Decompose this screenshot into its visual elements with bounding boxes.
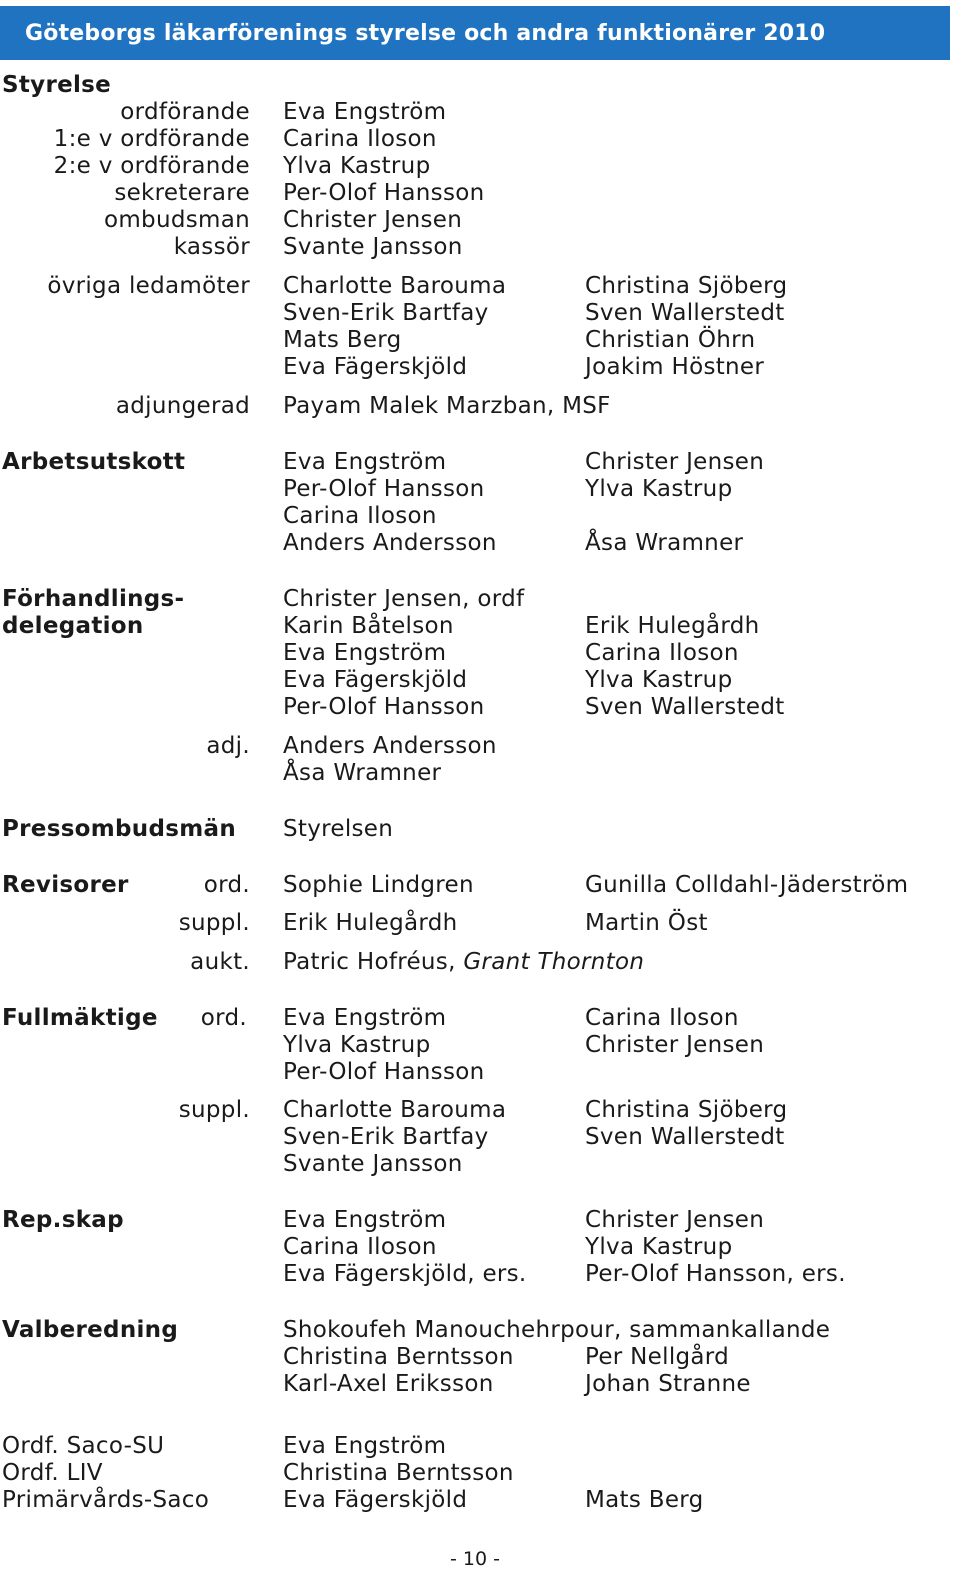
member-name: Eva Fägerskjöld xyxy=(283,1487,468,1513)
member-name: Sven Wallerstedt xyxy=(585,300,785,326)
section-heading-delegation: delegation xyxy=(2,613,144,639)
aukt-line xyxy=(283,949,644,976)
role-name: Per-Olof Hansson xyxy=(283,180,485,206)
member-name: Per-Olof Hansson xyxy=(283,476,485,502)
member-name: Christer Jensen xyxy=(585,449,765,475)
section-heading-forhandlings: Förhandlings- xyxy=(2,586,185,612)
member-name: Charlotte Barouma xyxy=(283,273,507,299)
adjungerad-label: adjungerad xyxy=(115,393,250,419)
title-banner xyxy=(0,6,950,60)
member-name: Mats Berg xyxy=(283,327,402,353)
member-name: Christina Sjöberg xyxy=(585,1097,788,1123)
role-name: Christer Jensen xyxy=(283,207,463,233)
member-name: Eva Engström xyxy=(283,449,447,475)
ord-label: ord. xyxy=(200,1005,247,1031)
section-heading-repskap: Rep.skap xyxy=(2,1207,124,1233)
member-name: Carina Iloson xyxy=(283,1234,437,1260)
member-name: Ylva Kastrup xyxy=(283,1032,431,1058)
member-name: Åsa Wramner xyxy=(585,530,744,556)
member-name: Ylva Kastrup xyxy=(585,1234,733,1260)
member-name: Johan Stranne xyxy=(585,1371,751,1397)
member-name: Carina Iloson xyxy=(585,640,739,666)
member-name: Charlotte Barouma xyxy=(283,1097,507,1123)
member-name: Carina Iloson xyxy=(283,503,437,529)
member-name: Per-Olof Hansson xyxy=(283,1059,485,1085)
role-label: sekreterare xyxy=(114,180,250,206)
member-name: Erik Hulegårdh xyxy=(283,910,458,936)
member-name: Ylva Kastrup xyxy=(585,476,733,502)
member-name: Christina Berntsson xyxy=(283,1460,514,1486)
member-name: Eva Engström xyxy=(283,1433,447,1459)
role-name: Ylva Kastrup xyxy=(283,153,431,179)
pressombudsman-value: Styrelsen xyxy=(283,816,394,842)
member-name: Erik Hulegårdh xyxy=(585,613,760,639)
member-name: Eva Fägerskjöld xyxy=(283,354,468,380)
adjungerad-name: Payam Malek Marzban, MSF xyxy=(283,393,611,419)
member-name: Christer Jensen xyxy=(585,1032,765,1058)
member-name: Gunilla Colldahl-Jäderström xyxy=(585,872,909,898)
member-name: Sven Wallerstedt xyxy=(585,1124,785,1150)
member-name: Sven-Erik Bartfay xyxy=(283,300,489,326)
ord-label: ord. xyxy=(203,872,250,898)
member-name: Eva Engström xyxy=(283,1005,447,1031)
member-name: Karl-Axel Eriksson xyxy=(283,1371,494,1397)
role-name: Carina Iloson xyxy=(283,126,437,152)
member-name: Christian Öhrn xyxy=(585,327,756,353)
member-name: Christer Jensen xyxy=(585,1207,765,1233)
member-name: Åsa Wramner xyxy=(283,760,442,786)
member-name: Carina Iloson xyxy=(585,1005,739,1031)
member-name: Christer Jensen, ordf xyxy=(283,586,525,612)
member-name: Sven Wallerstedt xyxy=(585,694,785,720)
role-name: Svante Jansson xyxy=(283,234,463,260)
role-label: 1:e v ordförande xyxy=(53,126,250,152)
member-name: Eva Fägerskjöld xyxy=(283,667,468,693)
suppl-label: suppl. xyxy=(178,910,250,936)
role-label: ordförande xyxy=(120,99,250,125)
member-name: Joakim Höstner xyxy=(585,354,765,380)
section-heading-revisorer: Revisorer xyxy=(2,872,129,898)
section-heading-pressombudsman: Pressombudsmän xyxy=(2,816,236,842)
page-number: - 10 - xyxy=(450,1548,500,1570)
ordf-label: Ordf. Saco-SU xyxy=(2,1433,165,1459)
role-label: ombudsman xyxy=(103,207,250,233)
member-name: Per Nellgård xyxy=(585,1344,730,1370)
member-name: Per-Olof Hansson, ers. xyxy=(585,1261,846,1287)
member-name: Karin Båtelson xyxy=(283,613,454,639)
ovriga-label: övriga ledamöter xyxy=(47,273,250,299)
member-name: Svante Jansson xyxy=(283,1151,463,1177)
member-name: Mats Berg xyxy=(585,1487,704,1513)
member-name: Christina Berntsson xyxy=(283,1344,514,1370)
role-label: 2:e v ordförande xyxy=(53,153,250,179)
member-name: Anders Andersson xyxy=(283,530,497,556)
page-title: Göteborgs läkarförenings styrelse och andra funktionärer 2010 xyxy=(25,21,826,46)
aukt-name: Patric Hofréus, xyxy=(283,949,456,975)
member-name: Christina Sjöberg xyxy=(585,273,788,299)
adj-label: adj. xyxy=(206,733,250,759)
member-name: Eva Engström xyxy=(283,640,447,666)
section-heading-arbetsutskott: Arbetsutskott xyxy=(2,449,186,475)
member-name: Sophie Lindgren xyxy=(283,872,474,898)
section-heading-styrelse: Styrelse xyxy=(2,72,112,98)
member-name: Martin Öst xyxy=(585,910,708,936)
aukt-firm: Grant Thornton xyxy=(463,949,645,975)
aukt-label: aukt. xyxy=(190,949,250,975)
member-name: Eva Engström xyxy=(283,1207,447,1233)
ordf-label: Ordf. LIV xyxy=(2,1460,103,1486)
member-name: Anders Andersson xyxy=(283,733,497,759)
member-name: Sven-Erik Bartfay xyxy=(283,1124,489,1150)
ordf-label: Primärvårds-Saco xyxy=(2,1487,210,1513)
section-heading-fullmaktige: Fullmäktige xyxy=(2,1005,158,1031)
member-name: Per-Olof Hansson xyxy=(283,694,485,720)
member-name: Eva Fägerskjöld, ers. xyxy=(283,1261,527,1287)
section-heading-valberedning: Valberedning xyxy=(2,1317,179,1343)
member-name: Ylva Kastrup xyxy=(585,667,733,693)
role-name: Eva Engström xyxy=(283,99,447,125)
suppl-label: suppl. xyxy=(178,1097,250,1123)
role-label: kassör xyxy=(173,234,250,260)
valberedning-lead: Shokoufeh Manouchehrpour, sammankallande xyxy=(283,1317,831,1343)
